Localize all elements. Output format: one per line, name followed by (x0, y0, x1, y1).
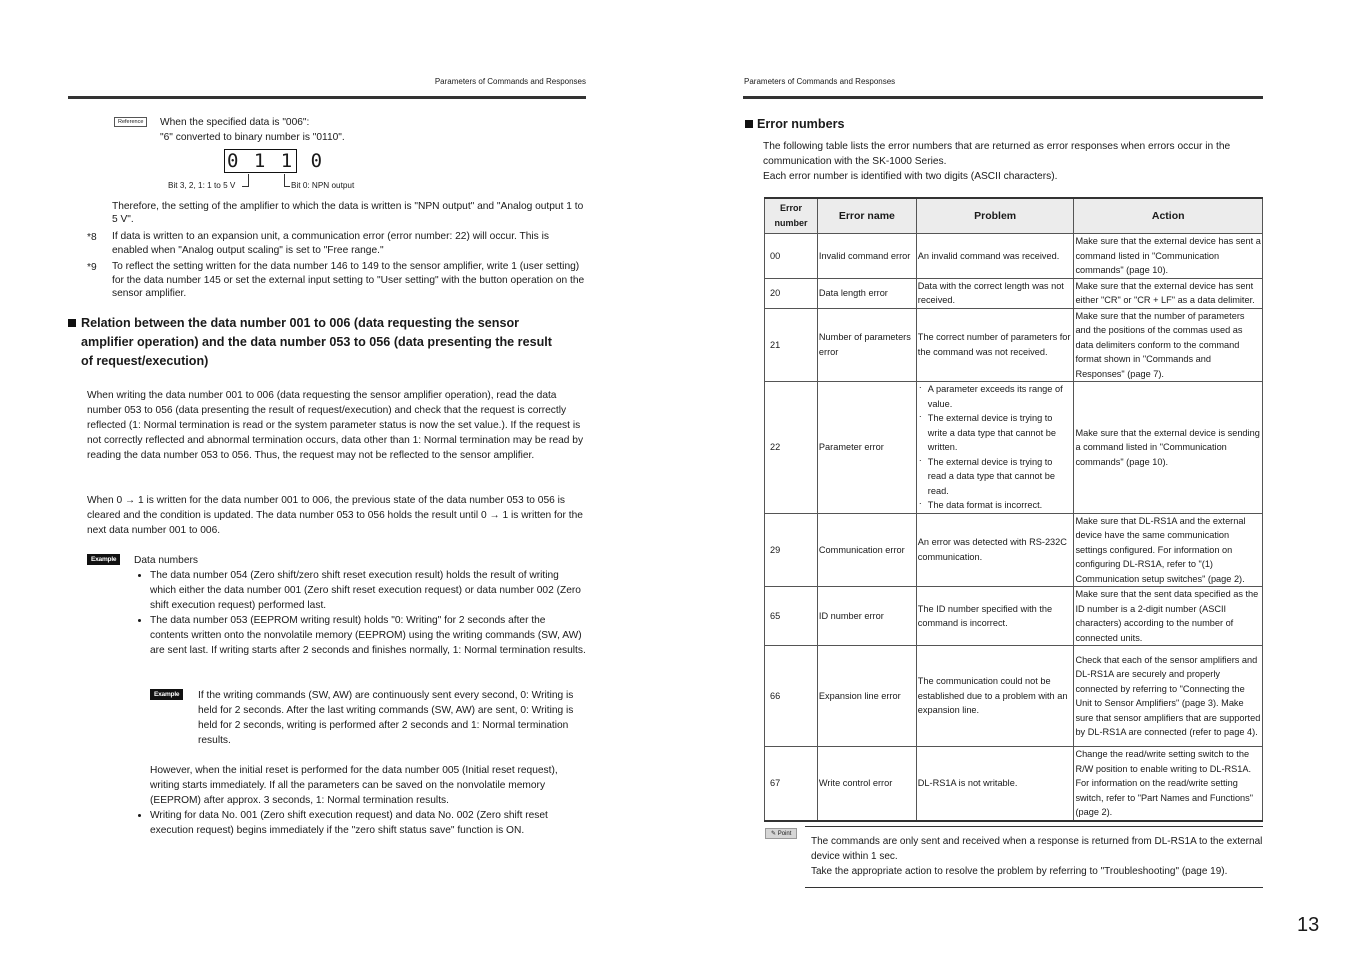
reference-line-1: When the specified data is "006": (160, 117, 310, 128)
bit0-bracket-foot (284, 186, 290, 187)
section-title-relation (81, 314, 591, 371)
bit0-label: Bit 0: NPN output (291, 181, 355, 190)
therefore-paragraph: Therefore, the setting of the amplifier to which the data is written is "NPN output" and "Analog output 1 to 5 V". (112, 201, 584, 225)
point-bottom-rule (805, 887, 1263, 888)
cell-action: Check that each of the sensor amplifiers and DL-RS1A are securely and properly connected by referring to "Connecting the Unit to Sensor Amplifiers" (page 3). Make sure that sensor amplifiers that are supported by DL-RS1A are connected (refer to page 4). (1074, 646, 1263, 747)
reference-line-2: "6" converted to binary number is "0110". (160, 132, 345, 143)
cell-name: Number of parameters error (817, 308, 916, 382)
cell-number: 00 (765, 234, 818, 279)
header-problem: Problem (916, 198, 1074, 234)
cell-action: Change the read/write setting switch to the R/W position to enable writing to DL-RS1A. For information on the read/write setting switch, refer to "Part Names and Functions" (page 2). (1074, 747, 1263, 821)
cell-name: Write control error (817, 747, 916, 821)
bits-bracket-foot (242, 186, 249, 187)
binary-digits-bits-3-1: 0 1 1 (224, 149, 297, 173)
error-intro (763, 139, 1263, 184)
problem-item: · A parameter exceeds its range of value. (918, 382, 1073, 411)
page-number: 13 (1297, 914, 1320, 936)
cell-action: Make sure that the sent data specified as the ID number is a 2-digit number (ASCII characters) according to the number of connected units. (1074, 587, 1263, 646)
pencil-icon: ✎ (771, 831, 777, 837)
right-running-header: Parameters of Commands and Responses (744, 77, 896, 86)
cell-action: Make sure that the external device has sent either "CR" or "CR + LF" as a data delimiter. (1074, 278, 1263, 308)
example-2-text: If the writing commands (SW, AW) are continuously sent every second, 0: Writing is held for 2 seconds. After the last writing commands (SW, AW) are sent, 0: Writing is held for 2 seconds, writing is performed after 2 seconds and 1: Normal termination results. (198, 690, 574, 746)
example-bullet-list-2 (134, 808, 586, 838)
point-line-1: The commands are only sent and received when a response is returned from DL-RS1A to the external device within 1 sec. (811, 836, 1263, 862)
cell-action: Make sure that the external device has sent a command listed in "Communication commands" (page 10). (1074, 234, 1263, 279)
cell-action: Make sure that the external device is sending a command listed in "Communication commands" (page 10). (1074, 382, 1263, 514)
example-bullet-3: • Writing for data No. 001 (Zero shift execution request) and data No. 002 (Zero shift reset execution request) begins immediately if the "zero shift status save" function is ON. (150, 808, 586, 838)
cell-number: 22 (765, 382, 818, 514)
header-error-number: Error number (765, 198, 818, 234)
section-title-line-1: Relation between the data number 001 to 006 (data requesting the sensor (81, 316, 520, 330)
point-badge (765, 828, 797, 839)
section-title-line-2: amplifier operation) and the data number 053 to 056 (data presenting the result (81, 335, 552, 349)
cell-name: Expansion line error (817, 646, 916, 747)
reference-text (160, 115, 345, 145)
cell-action: Make sure that the number of parameters and the positions of the commas used as data delimiters conform to the command format shown in "Commands and Responses" (page 7). (1074, 308, 1263, 382)
cell-number: 66 (765, 646, 818, 747)
bits-label: Bit 3, 2, 1: 1 to 5 V (168, 181, 236, 190)
error-intro-line-2: Each error number is identified with two digits (ASCII characters). (763, 171, 1058, 182)
left-running-header: Parameters of Commands and Responses (434, 77, 586, 86)
relation-paragraph-2: When 0 → 1 is written for the data number 001 to 006, the previous state of the data number 053 to 056 is cleared and the condition is updated. The data number 053 to 056 holds the result until 0 → 1 is written for the next data number 001 to 006. (87, 495, 583, 536)
example-2-badge: Example (150, 689, 183, 700)
example-bullet-list (134, 568, 586, 658)
cell-number: 20 (765, 278, 818, 308)
problem-item: · The data format is incorrect. (918, 498, 1073, 513)
cell-number: 21 (765, 308, 818, 382)
example-badge: Example (87, 554, 120, 565)
right-header-rule (743, 96, 1263, 99)
cell-name: Data length error (817, 278, 916, 308)
note-9-text: To reflect the setting written for the data number 146 to 149 to the sensor amplifier, write 1 (user setting) for the data number 145 or set the external input setting to "User setting" with the button operation on the sensor amplifier. (112, 261, 585, 299)
table-row (765, 278, 1263, 308)
bits-bracket-line (248, 174, 249, 186)
cell-name: Communication error (817, 513, 916, 587)
table-row (765, 513, 1263, 587)
point-line-2: Take the appropriate action to resolve the problem by referring to "Troubleshooting" (page 19). (811, 866, 1228, 877)
error-table (764, 197, 1263, 822)
section-square-icon (68, 319, 76, 327)
point-top-rule (805, 826, 1263, 827)
table-row (765, 382, 1263, 514)
table-row (765, 747, 1263, 821)
table-row (765, 587, 1263, 646)
left-header-rule (68, 96, 586, 99)
table-row (765, 234, 1263, 279)
error-table-wrapper (764, 197, 1263, 822)
header-error-name: Error name (817, 198, 916, 234)
however-paragraph: However, when the initial reset is performed for the data number 005 (Initial reset request), writing starts immediately. If all the parameters can be saved on the nonvolatile memory (EEPROM) after approx. 3 seconds, 1: Normal termination results. (150, 765, 558, 806)
binary-digits (224, 150, 324, 172)
example-title: Data numbers (134, 555, 198, 566)
cell-name: Invalid command error (817, 234, 916, 279)
table-row (765, 646, 1263, 747)
section-title-line-3: of request/execution) (81, 354, 209, 368)
error-section-square-icon (745, 120, 753, 128)
example-bullet-2: • The data number 053 (EEPROM writing result) holds "0: Writing" for 2 seconds after the contents written onto the nonvolatile memory (EEPROM) using the writing commands (SW, AW) are sent last. If writing starts after 2 seconds and finishes normally, 1: Normal termination results. (150, 613, 586, 658)
cell-name: Parameter error (817, 382, 916, 514)
cell-number: 67 (765, 747, 818, 821)
header-action: Action (1074, 198, 1263, 234)
cell-problem: An error was detected with RS-232C communication. (916, 513, 1074, 587)
cell-number: 29 (765, 513, 818, 587)
problem-item: · The external device is trying to write a data type that cannot be written. (918, 411, 1073, 455)
note-8-mark: *8 (87, 232, 97, 243)
bit0-bracket-line (284, 174, 285, 186)
cell-problem: The ID number specified with the command is incorrect. (916, 587, 1074, 646)
cell-problem: An invalid command was received. (916, 234, 1074, 279)
note-9-mark: *9 (87, 262, 97, 273)
table-row (765, 308, 1263, 382)
error-section-title: Error numbers (757, 117, 845, 131)
cell-problem: Data with the correct length was not received. (916, 278, 1074, 308)
cell-problem (916, 382, 1074, 514)
problem-item: · The external device is trying to read a data type that cannot be read. (918, 455, 1073, 499)
cell-action: Make sure that DL-RS1A and the external device have the same communication settings configured. For information on configuring DL-RS1A, refer to "(1) Communication setup switches" (page 2). (1074, 513, 1263, 587)
problem-list (918, 382, 1073, 513)
cell-number: 65 (765, 587, 818, 646)
cell-name: ID number error (817, 587, 916, 646)
table-header-row (765, 198, 1263, 234)
cell-problem: The correct number of parameters for the command was not received. (916, 308, 1074, 382)
reference-badge: Reference (114, 117, 147, 127)
cell-problem: The communication could not be established due to a problem with an expansion line. (916, 646, 1074, 747)
point-text (811, 834, 1263, 879)
note-8-text: If data is written to an expansion unit, a communication error (error number: 22) will occur. This is enabled when "Analog output scaling" is set to "Free range." (112, 231, 549, 256)
binary-digit-bit-0: 0 (310, 150, 325, 172)
point-label: Point (777, 831, 792, 837)
cell-problem: DL-RS1A is not writable. (916, 747, 1074, 821)
relation-paragraph-1: When writing the data number 001 to 006 (data requesting the sensor amplifier operation), read the data number 053 to 056 (data presenting the result of request/execution) and check that the request is correctly reflected (1: Normal termination is read or the system parameter status is now the set value.). If the request is not correctly reflected and abnormal termination occurs, data other than 1: Normal termination may be read by reading the data number 053 to 056. Thus, the request may not be reflected to the sensor amplifier. (87, 390, 584, 461)
error-intro-line-1: The following table lists the error numbers that are returned as error responses when errors occur in the communication with the SK-1000 Series. (763, 141, 1231, 167)
example-bullet-1: • The data number 054 (Zero shift/zero shift reset execution result) holds the result of writing which either the data number 001 (Zero shift reset execution request) or data number 002 (Zero shift execution request) performed last. (150, 568, 586, 613)
